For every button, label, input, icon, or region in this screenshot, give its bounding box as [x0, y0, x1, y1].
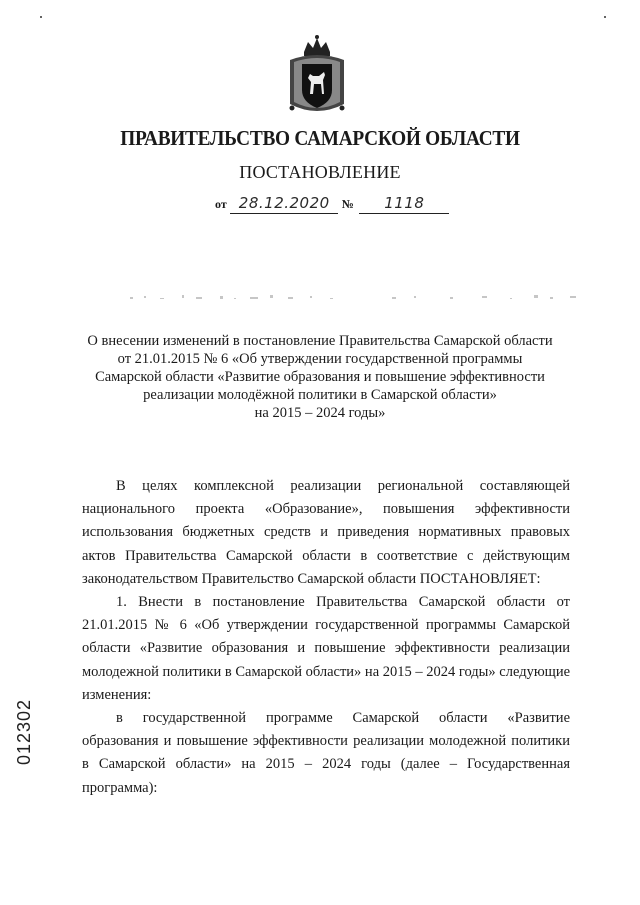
body-line: в Самарской области» на 2015 – 2024 годы (далее – Государственная [82, 756, 570, 773]
number-field [359, 194, 449, 214]
body-line: 21.01.2015 № 6 «Об утверждении государственной программы Самарской [82, 617, 570, 634]
body-line: молодежной политики в Самарской области» на 2015 – 2024 годы» следующие [82, 663, 571, 680]
body-line: 1. Внести в постановление Правительства Самарской области от [116, 594, 570, 611]
serial-number: 012302 [14, 698, 34, 765]
number-label: № [341, 197, 354, 211]
date-field [230, 194, 338, 214]
date-label: от [215, 197, 227, 211]
scan-speck [604, 16, 606, 18]
title-line: реализации молодёжной политики в Самарской области» [143, 387, 497, 403]
body-line: национального проекта «Образование», повышения эффективности [82, 501, 570, 518]
body-line: области «Развитие образования и повышение эффективности реализации [82, 640, 570, 657]
body-line: актов Правительства Самарской области в соответствие с действующим [82, 547, 570, 564]
paragraph-item-1 [82, 591, 570, 707]
body-line: изменения: [82, 686, 152, 703]
date-number-line [215, 194, 449, 214]
body-line: использования бюджетных средств и приведения нормативных правовых [82, 524, 570, 541]
body-line: законодательством Правительство Самарской области ПОСТАНОВЛЯЕТ: [82, 570, 541, 587]
coat-of-arms-emblem [286, 34, 348, 122]
number-value: 1118 [384, 194, 425, 212]
date-value: 28.12.2020 [238, 194, 330, 212]
organization-name: ПРАВИТЕЛЬСТВО САМАРСКОЙ ОБЛАСТИ [120, 126, 520, 150]
paragraph-preamble [82, 475, 570, 591]
body-line: программа): [82, 779, 158, 796]
scan-noise-line [130, 292, 590, 304]
title-line: на 2015 – 2024 годы» [254, 405, 386, 421]
paragraph-program [82, 707, 570, 800]
body-line: образования и повышение эффективности реализации молодежной политики [82, 733, 570, 750]
title-line: Самарской области «Развитие образования и повышение эффективности [95, 369, 545, 385]
document-type: ПОСТАНОВЛЕНИЕ [239, 162, 401, 182]
document-body [82, 475, 570, 800]
scan-speck [40, 16, 42, 18]
body-line: в государственной программе Самарской области «Развитие [116, 710, 570, 727]
title-line: от 21.01.2015 № 6 «Об утверждении государственной программы [117, 351, 523, 367]
document-title [60, 332, 580, 422]
title-line: О внесении изменений в постановление Правительства Самарской области [87, 333, 553, 349]
body-line: В целях комплексной реализации региональной составляющей [116, 478, 570, 494]
